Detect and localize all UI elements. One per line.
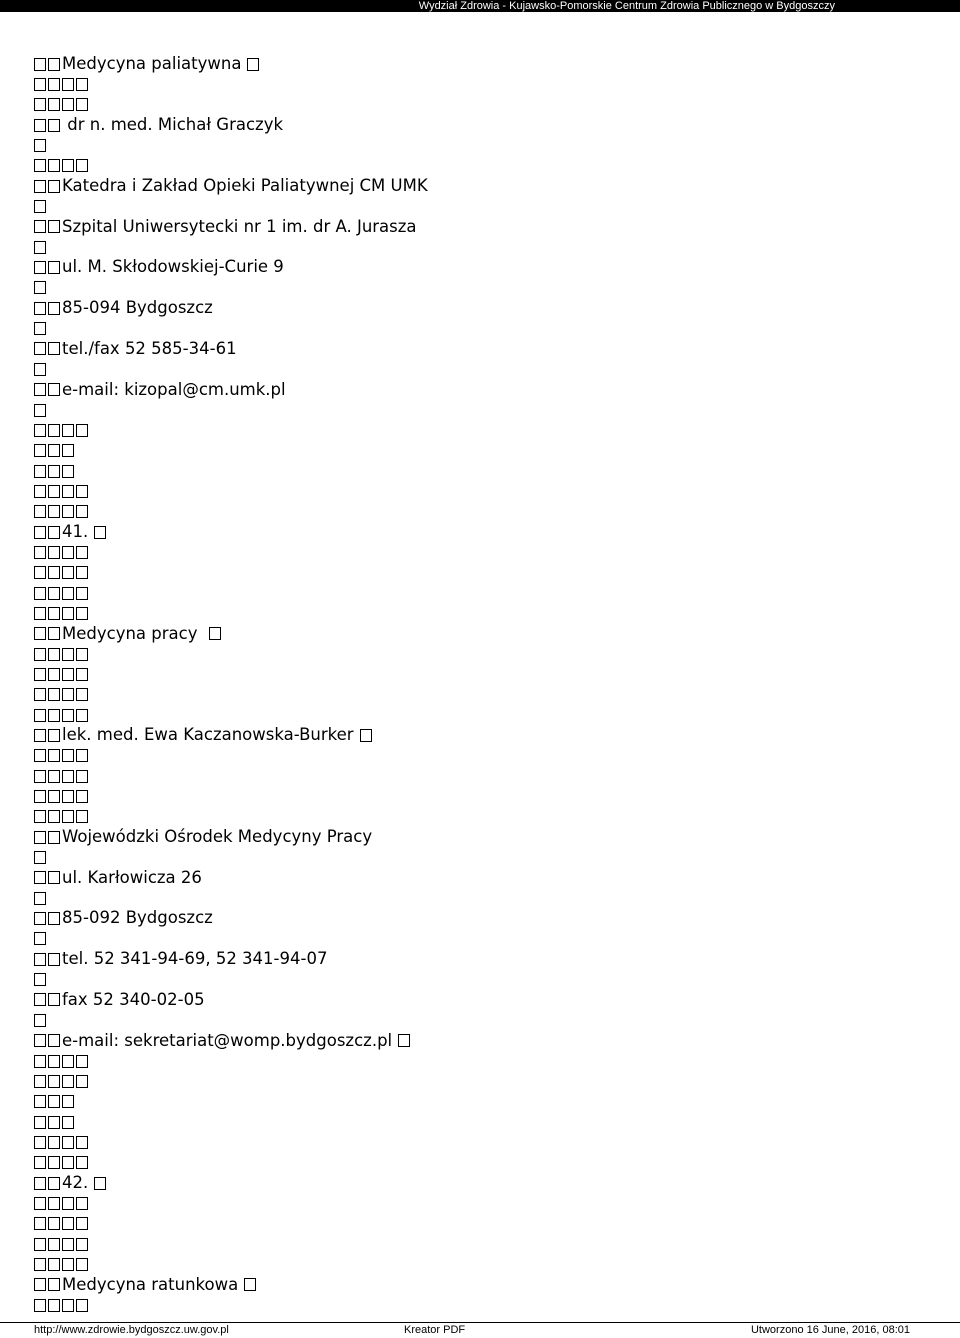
page-footer — [0, 1322, 960, 1338]
missing-glyph-icon — [48, 1238, 60, 1251]
missing-glyph-icon — [48, 98, 60, 111]
missing-glyph-icon — [62, 159, 74, 172]
missing-glyph-icon — [48, 993, 60, 1006]
missing-glyph-icon — [34, 180, 46, 193]
document-line — [34, 1275, 934, 1295]
missing-glyph-icon — [209, 627, 221, 640]
missing-glyph-icon — [62, 1156, 74, 1169]
document-line — [34, 278, 934, 298]
document-line — [34, 1031, 934, 1051]
missing-glyph-icon — [48, 607, 60, 620]
missing-glyph-icon — [76, 1238, 88, 1251]
missing-glyph-icon — [34, 159, 46, 172]
missing-glyph-icon — [76, 1258, 88, 1271]
missing-glyph-icon — [34, 1258, 46, 1271]
document-line — [34, 339, 934, 359]
missing-glyph-icon — [398, 1034, 410, 1047]
document-line — [34, 664, 934, 684]
missing-glyph-icon — [48, 1116, 60, 1129]
missing-glyph-icon — [34, 505, 46, 518]
missing-glyph-icon — [48, 1075, 60, 1088]
missing-glyph-icon — [34, 465, 46, 478]
missing-glyph-icon — [34, 709, 46, 722]
missing-glyph-icon — [48, 790, 60, 803]
missing-glyph-icon — [62, 1217, 74, 1230]
missing-glyph-icon — [34, 1156, 46, 1169]
missing-glyph-icon — [62, 648, 74, 661]
document-line — [34, 237, 934, 257]
line-text: 41. — [62, 521, 89, 541]
missing-glyph-icon — [34, 1055, 46, 1068]
document-line — [34, 1214, 934, 1234]
document-line — [34, 217, 934, 237]
missing-glyph-icon — [76, 78, 88, 91]
document-line — [34, 257, 934, 277]
document-line — [34, 583, 934, 603]
document-line — [34, 156, 934, 176]
missing-glyph-icon — [76, 159, 88, 172]
missing-glyph-icon — [76, 98, 88, 111]
missing-glyph-icon — [48, 465, 60, 478]
missing-glyph-icon — [48, 1034, 60, 1047]
missing-glyph-icon — [48, 1278, 60, 1291]
missing-glyph-icon — [48, 180, 60, 193]
missing-glyph-icon — [76, 546, 88, 559]
missing-glyph-icon — [48, 526, 60, 539]
missing-glyph-icon — [48, 688, 60, 701]
missing-glyph-icon — [48, 1055, 60, 1068]
missing-glyph-icon — [34, 770, 46, 783]
missing-glyph-icon — [62, 709, 74, 722]
page-header — [0, 0, 960, 12]
missing-glyph-icon — [48, 729, 60, 742]
document-line — [34, 441, 934, 461]
missing-glyph-icon — [34, 200, 46, 213]
document-line — [34, 1051, 934, 1071]
missing-glyph-icon — [76, 566, 88, 579]
document-line — [34, 1193, 934, 1213]
missing-glyph-icon — [76, 1197, 88, 1210]
missing-glyph-icon — [34, 1116, 46, 1129]
line-text: Szpital Uniwersytecki nr 1 im. dr A. Jurasza — [62, 216, 417, 236]
missing-glyph-icon — [34, 1136, 46, 1149]
missing-glyph-icon — [76, 1156, 88, 1169]
missing-glyph-icon — [34, 912, 46, 925]
line-text: tel. 52 341-94-69, 52 341-94-07 — [62, 949, 328, 969]
missing-glyph-icon — [34, 892, 46, 905]
missing-glyph-icon — [62, 485, 74, 498]
line-text: 85-092 Bydgoszcz — [62, 908, 213, 928]
missing-glyph-icon — [62, 1136, 74, 1149]
document-line — [34, 725, 934, 745]
missing-glyph-icon — [76, 770, 88, 783]
line-text: fax 52 340-02-05 — [62, 989, 205, 1009]
missing-glyph-icon — [48, 261, 60, 274]
line-text: Wojewódzki Ośrodek Medycyny Pracy — [62, 827, 373, 847]
line-text: e-mail: kizopal@cm.umk.pl — [62, 379, 286, 399]
missing-glyph-icon — [34, 139, 46, 152]
missing-glyph-icon — [48, 1095, 60, 1108]
missing-glyph-icon — [34, 302, 46, 315]
missing-glyph-icon — [48, 119, 60, 132]
missing-glyph-icon — [48, 444, 60, 457]
document-line — [34, 420, 934, 440]
document-line — [34, 1132, 934, 1152]
document-line — [34, 196, 934, 216]
missing-glyph-icon — [62, 1197, 74, 1210]
document-line — [34, 746, 934, 766]
missing-glyph-icon — [48, 505, 60, 518]
document-line — [34, 949, 934, 969]
document-line — [34, 827, 934, 847]
missing-glyph-icon — [62, 770, 74, 783]
missing-glyph-icon — [62, 566, 74, 579]
document-line — [34, 685, 934, 705]
document-line — [34, 400, 934, 420]
missing-glyph-icon — [76, 668, 88, 681]
missing-glyph-icon — [48, 1136, 60, 1149]
document-line — [34, 1295, 934, 1315]
document-line — [34, 929, 934, 949]
missing-glyph-icon — [48, 383, 60, 396]
document-line — [34, 766, 934, 786]
document-line — [34, 624, 934, 644]
missing-glyph-icon — [62, 749, 74, 762]
missing-glyph-icon — [48, 302, 60, 315]
document-line — [34, 115, 934, 135]
missing-glyph-icon — [34, 851, 46, 864]
missing-glyph-icon — [34, 58, 46, 71]
document-line — [34, 542, 934, 562]
document-line — [34, 847, 934, 867]
line-text: ul. Karłowicza 26 — [62, 867, 202, 887]
missing-glyph-icon — [62, 98, 74, 111]
document-line — [34, 1010, 934, 1030]
document-line — [34, 969, 934, 989]
document-line — [34, 868, 934, 888]
missing-glyph-icon — [76, 810, 88, 823]
missing-glyph-icon — [76, 688, 88, 701]
footer-created: Utworzono 16 June, 2016, 08:01 — [750, 1324, 910, 1336]
missing-glyph-icon — [48, 1258, 60, 1271]
line-text: dr n. med. Michał Graczyk — [62, 115, 284, 135]
missing-glyph-icon — [62, 1116, 74, 1129]
missing-glyph-icon — [34, 1095, 46, 1108]
missing-glyph-icon — [94, 1177, 106, 1190]
missing-glyph-icon — [34, 220, 46, 233]
missing-glyph-icon — [34, 831, 46, 844]
missing-glyph-icon — [62, 1299, 74, 1312]
document-line — [34, 298, 934, 318]
missing-glyph-icon — [34, 627, 46, 640]
missing-glyph-icon — [76, 424, 88, 437]
missing-glyph-icon — [48, 810, 60, 823]
missing-glyph-icon — [48, 58, 60, 71]
missing-glyph-icon — [62, 1095, 74, 1108]
missing-glyph-icon — [34, 688, 46, 701]
document-line — [34, 1234, 934, 1254]
document-line — [34, 461, 934, 481]
missing-glyph-icon — [48, 709, 60, 722]
missing-glyph-icon — [34, 607, 46, 620]
document-line — [34, 502, 934, 522]
document-line — [34, 1254, 934, 1274]
missing-glyph-icon — [48, 546, 60, 559]
header-text: Wydział Zdrowia - Kujawsko-Pomorskie Centrum Zdrowia Publicznego w Bydgoszczy — [418, 0, 835, 12]
missing-glyph-icon — [34, 383, 46, 396]
document-line — [34, 908, 934, 928]
missing-glyph-icon — [76, 1055, 88, 1068]
document-line — [34, 1092, 934, 1112]
missing-glyph-icon — [34, 322, 46, 335]
missing-glyph-icon — [76, 1136, 88, 1149]
document-line — [34, 135, 934, 155]
document-line — [34, 380, 934, 400]
document-line — [34, 74, 934, 94]
missing-glyph-icon — [76, 1217, 88, 1230]
missing-glyph-icon — [76, 1075, 88, 1088]
missing-glyph-icon — [34, 281, 46, 294]
missing-glyph-icon — [34, 973, 46, 986]
document-line — [34, 786, 934, 806]
line-text: tel./fax 52 585-34-61 — [62, 338, 237, 358]
line-text: e-mail: sekretariat@womp.bydgoszcz.pl — [62, 1030, 393, 1050]
missing-glyph-icon — [62, 1238, 74, 1251]
missing-glyph-icon — [62, 444, 74, 457]
missing-glyph-icon — [34, 1014, 46, 1027]
missing-glyph-icon — [34, 404, 46, 417]
missing-glyph-icon — [34, 1278, 46, 1291]
missing-glyph-icon — [48, 770, 60, 783]
document-body — [34, 54, 934, 1315]
missing-glyph-icon — [62, 505, 74, 518]
document-line — [34, 1153, 934, 1173]
footer-creator: Kreator PDF — [404, 1324, 466, 1336]
missing-glyph-icon — [48, 1197, 60, 1210]
line-text: Katedra i Zakład Opieki Paliatywnej CM UMK — [62, 176, 428, 196]
missing-glyph-icon — [48, 587, 60, 600]
missing-glyph-icon — [34, 1034, 46, 1047]
missing-glyph-icon — [34, 810, 46, 823]
missing-glyph-icon — [62, 587, 74, 600]
missing-glyph-icon — [48, 668, 60, 681]
missing-glyph-icon — [62, 1258, 74, 1271]
missing-glyph-icon — [76, 790, 88, 803]
missing-glyph-icon — [62, 790, 74, 803]
document-line — [34, 54, 934, 74]
missing-glyph-icon — [76, 709, 88, 722]
missing-glyph-icon — [34, 444, 46, 457]
footer-url[interactable]: http://www.zdrowie.bydgoszcz.uw.gov.pl — [34, 1324, 229, 1336]
missing-glyph-icon — [62, 465, 74, 478]
document-line — [34, 888, 934, 908]
missing-glyph-icon — [34, 261, 46, 274]
missing-glyph-icon — [34, 749, 46, 762]
missing-glyph-icon — [76, 485, 88, 498]
missing-glyph-icon — [34, 485, 46, 498]
missing-glyph-icon — [34, 871, 46, 884]
missing-glyph-icon — [48, 1217, 60, 1230]
missing-glyph-icon — [62, 546, 74, 559]
missing-glyph-icon — [76, 505, 88, 518]
missing-glyph-icon — [62, 688, 74, 701]
missing-glyph-icon — [48, 912, 60, 925]
line-text: 85-094 Bydgoszcz — [62, 298, 213, 318]
missing-glyph-icon — [48, 1177, 60, 1190]
missing-glyph-icon — [48, 424, 60, 437]
missing-glyph-icon — [76, 587, 88, 600]
missing-glyph-icon — [34, 790, 46, 803]
line-text: ul. M. Skłodowskiej-Curie 9 — [62, 257, 284, 277]
missing-glyph-icon — [34, 526, 46, 539]
missing-glyph-icon — [34, 1075, 46, 1088]
missing-glyph-icon — [62, 810, 74, 823]
missing-glyph-icon — [34, 241, 46, 254]
missing-glyph-icon — [62, 424, 74, 437]
missing-glyph-icon — [48, 1156, 60, 1169]
missing-glyph-icon — [34, 1177, 46, 1190]
missing-glyph-icon — [62, 1075, 74, 1088]
missing-glyph-icon — [360, 729, 372, 742]
missing-glyph-icon — [48, 871, 60, 884]
missing-glyph-icon — [34, 668, 46, 681]
document-line — [34, 95, 934, 115]
missing-glyph-icon — [34, 363, 46, 376]
missing-glyph-icon — [48, 1299, 60, 1312]
missing-glyph-icon — [62, 607, 74, 620]
missing-glyph-icon — [48, 78, 60, 91]
missing-glyph-icon — [34, 1197, 46, 1210]
missing-glyph-icon — [76, 607, 88, 620]
missing-glyph-icon — [34, 119, 46, 132]
document-line — [34, 481, 934, 501]
missing-glyph-icon — [244, 1278, 256, 1291]
missing-glyph-icon — [34, 546, 46, 559]
missing-glyph-icon — [247, 58, 259, 71]
missing-glyph-icon — [48, 831, 60, 844]
missing-glyph-icon — [48, 648, 60, 661]
missing-glyph-icon — [34, 342, 46, 355]
document-line — [34, 176, 934, 196]
document-line — [34, 644, 934, 664]
missing-glyph-icon — [48, 953, 60, 966]
missing-glyph-icon — [76, 1299, 88, 1312]
missing-glyph-icon — [76, 749, 88, 762]
document-line — [34, 1112, 934, 1132]
missing-glyph-icon — [48, 627, 60, 640]
missing-glyph-icon — [48, 342, 60, 355]
missing-glyph-icon — [34, 1299, 46, 1312]
missing-glyph-icon — [76, 648, 88, 661]
missing-glyph-icon — [34, 78, 46, 91]
missing-glyph-icon — [34, 424, 46, 437]
missing-glyph-icon — [48, 220, 60, 233]
line-text: lek. med. Ewa Kaczanowska-Burker — [62, 725, 354, 745]
document-line — [34, 1173, 934, 1193]
missing-glyph-icon — [48, 159, 60, 172]
line-text: 42. — [62, 1172, 89, 1192]
missing-glyph-icon — [62, 78, 74, 91]
missing-glyph-icon — [48, 749, 60, 762]
missing-glyph-icon — [48, 485, 60, 498]
document-line — [34, 990, 934, 1010]
missing-glyph-icon — [34, 932, 46, 945]
missing-glyph-icon — [34, 993, 46, 1006]
missing-glyph-icon — [34, 953, 46, 966]
line-text: Medycyna pracy — [62, 623, 203, 643]
document-line — [34, 318, 934, 338]
document-line — [34, 705, 934, 725]
missing-glyph-icon — [34, 1238, 46, 1251]
document-line — [34, 563, 934, 583]
missing-glyph-icon — [34, 587, 46, 600]
missing-glyph-icon — [34, 729, 46, 742]
missing-glyph-icon — [34, 648, 46, 661]
missing-glyph-icon — [62, 1055, 74, 1068]
missing-glyph-icon — [94, 526, 106, 539]
missing-glyph-icon — [48, 566, 60, 579]
document-line — [34, 603, 934, 623]
document-line — [34, 1071, 934, 1091]
missing-glyph-icon — [34, 98, 46, 111]
missing-glyph-icon — [62, 668, 74, 681]
missing-glyph-icon — [34, 566, 46, 579]
missing-glyph-icon — [34, 1217, 46, 1230]
document-line — [34, 359, 934, 379]
line-text: Medycyna paliatywna — [62, 54, 242, 73]
document-line — [34, 807, 934, 827]
line-text: Medycyna ratunkowa — [62, 1274, 239, 1294]
document-line — [34, 522, 934, 542]
